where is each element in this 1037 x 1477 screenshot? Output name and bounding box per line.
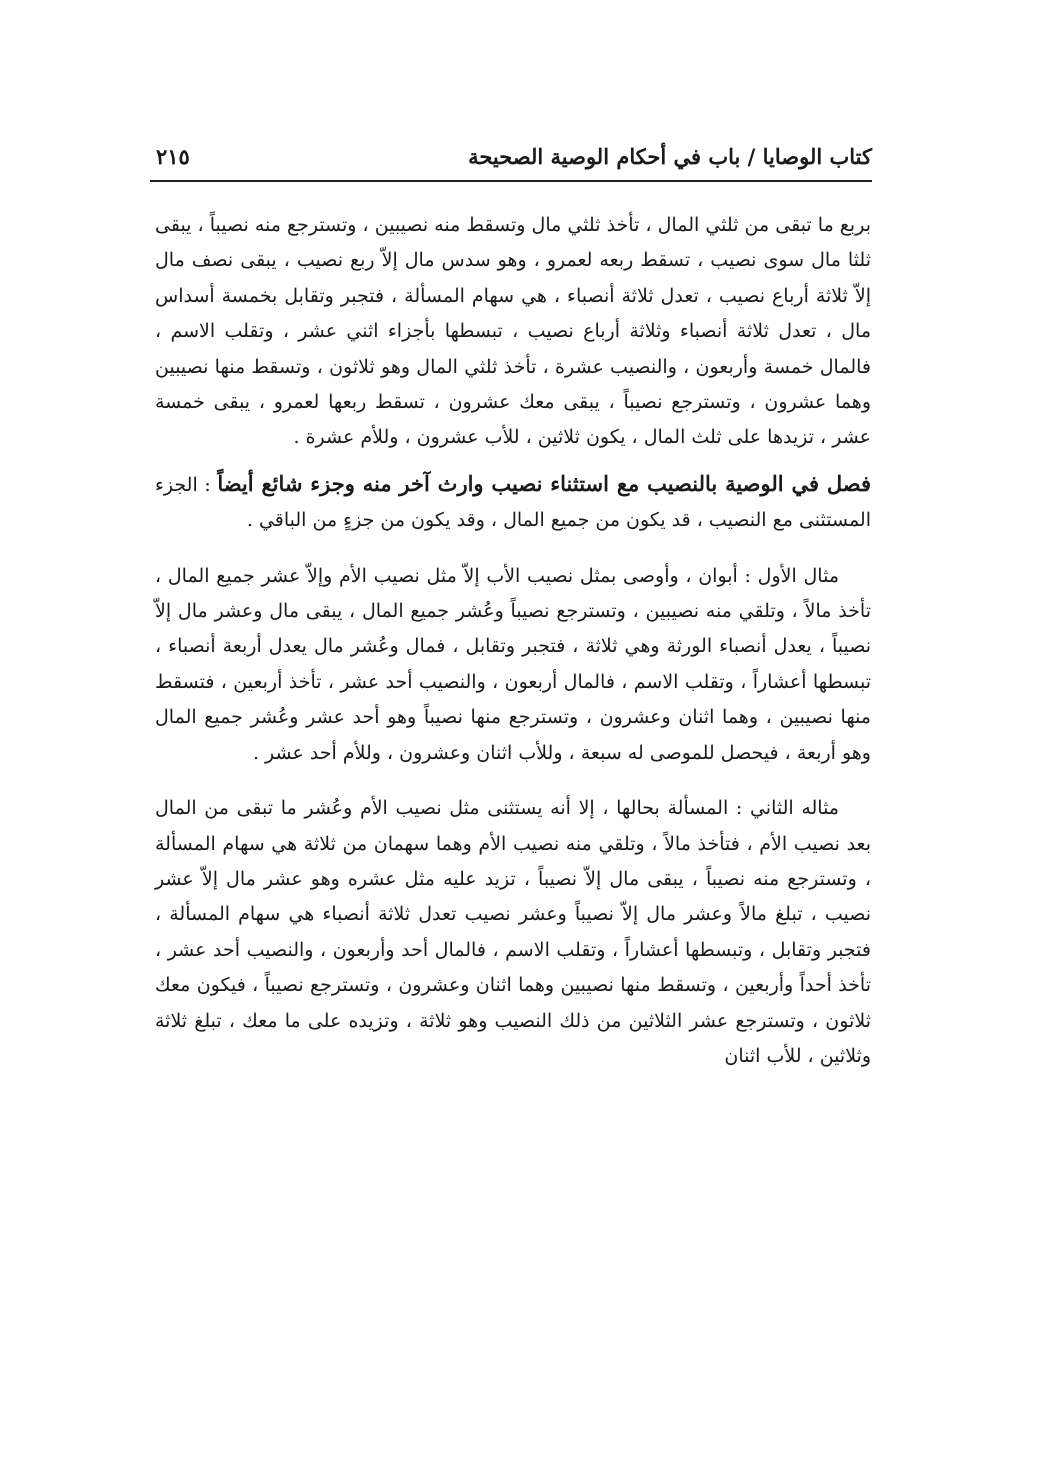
section-heading: فصل في الوصية بالنصيب مع استثناء نصيب وارث آخر منه وجزء شائع أيضاً [217, 470, 871, 496]
section-paragraph [155, 466, 871, 539]
section-text: : الجزء المستثنى مع النصيب ، قد يكون من جميع المال ، وقد يكون من جزءٍ من الباقي . [155, 473, 871, 532]
paragraph-example-second: مثاله الثاني : المسألة بحالها ، إلا أنه يستثنى مثل نصيب الأم وعُشر ما تبقى من المال بعد نصيب الأم ، فتأخذ مالاً ، وتلقي منه نصيب الأم وهما سهمان من ثلاثة هي سهام المسألة ، وتسترجع منه نصيباً ، يبقى مال إلاّ نصيباً ، تزيد عليه مثل عشره وهو عشر مال إلاّ عشر نصيب ، تبلغ مالاً وعشر مال إلاّ نصيباً وعشر نصيب تعدل ثلاثة أنصباء هي سهام المسألة ، فتجبر وتقابل ، وتبسطها أعشاراً ، وتقلب الاسم ، فالمال أحد وأربعون ، والنصيب أحد عشر ، تأخذ أحداً وأربعين ، وتسقط منها نصيبين وهما اثنان وعشرون ، وتسترجع نصيباً ، فيكون معك ثلاثون ، وتسترجع عشر الثلاثين من ذلك النصيب وهو ثلاثة ، وتزيده على ما معك ، تبلغ ثلاثة وثلاثين ، للأب اثنان [155, 797, 871, 1067]
page-number: ٢١٥ [156, 144, 190, 169]
paragraph-calculation: بربع ما تبقى من ثلثي المال ، تأخذ ثلثي مال وتسقط منه نصيبين ، وتسترجع منه نصيباً ، يبقى ثلثا مال سوى نصيب ، تسقط ربعه لعمرو ، وهو سدس مال إلاّ ربع نصيب ، يبقى نصف مال إلاّ ثلاثة أرباع نصيب ، تعدل ثلاثة أنصباء ، هي سهام المسألة ، فتجبر وتقابل بخمسة أسداس مال ، تعدل ثلاثة أنصباء وثلاثة أرباع نصيب ، تبسطها بأجزاء اثني عشر ، وتقلب الاسم ، فالمال خمسة وأربعون ، والنصيب عشرة ، تأخذ ثلثي المال وهو ثلاثون ، وتسقط منها نصيبين وهما عشرون ، وتسترجع نصيباً ، يبقى معك عشرون ، تسقط ربعها لعمرو ، يبقى خمسة عشر ، تزيدها على ثلث المال ، يكون ثلاثين ، للأب عشرون ، وللأم عشرة . [155, 214, 871, 449]
paragraph-example-first: مثال الأول : أبوان ، وأوصى بمثل نصيب الأب إلاّ مثل نصيب الأم وإلاّ عشر جميع المال ، تأخذ مالاً ، وتلقي منه نصيبين ، وتسترجع نصيباً وعُشر جميع المال ، يبقى مال وعشر مال إلاّ نصيباً ، يعدل أنصباء الورثة وهي ثلاثة ، فتجبر وتقابل ، فمال وعُشر مال يعدل أربعة أنصباء ، تبسطها أعشاراً ، وتقلب الاسم ، فالمال أربعون ، والنصيب أحد عشر ، تأخذ أربعين ، فتسقط منها نصيبين ، وهما اثنان وعشرون ، وتسترجع منها نصيباً وهو أحد عشر وعُشر جميع المال وهو أربعة ، فيحصل للموصى له سبعة ، وللأب اثنان وعشرون ، وللأم أحد عشر . [155, 564, 871, 764]
page-body [155, 208, 871, 1074]
running-title: كتاب الوصايا / باب في أحكام الوصية الصحيحة [468, 144, 872, 169]
page-header [150, 140, 872, 182]
